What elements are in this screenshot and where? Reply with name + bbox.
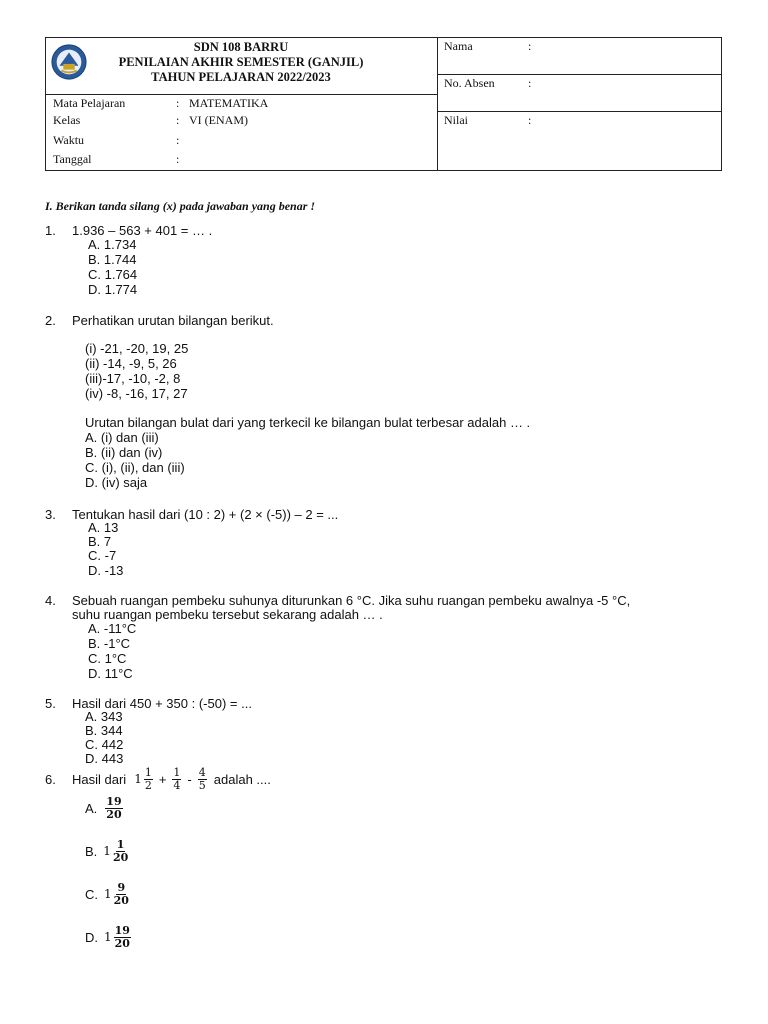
header-divider-right-2: [437, 111, 721, 112]
question-2-option-c[interactable]: C. (i), (ii), dan (iii): [85, 460, 185, 475]
school-year: TAHUN PELAJARAN 2022/2023: [151, 70, 331, 84]
question-6-option-c[interactable]: [85, 879, 131, 909]
absen-label: No. Absen: [444, 76, 495, 90]
fraction-numerator: 19: [114, 923, 130, 937]
option-fraction: [105, 796, 122, 821]
fraction-denominator: 2: [144, 778, 152, 792]
header-table: [45, 37, 722, 171]
question-6-fraction-2: [172, 767, 181, 792]
question-6-fraction-3: [198, 767, 207, 792]
question-2-option-d[interactable]: D. (iv) saja: [85, 475, 148, 490]
question-2-sequence-2: (ii) -14, -9, 5, 26: [85, 356, 177, 371]
name-label: Nama: [444, 39, 473, 53]
option-whole: 1: [104, 929, 112, 944]
question-3-number: 3.: [45, 507, 56, 522]
question-2-number: 2.: [45, 313, 56, 328]
name-colon: :: [528, 39, 532, 53]
fraction-numerator: 19: [106, 794, 122, 808]
time-colon: :: [176, 133, 180, 147]
class-colon: :: [176, 113, 180, 127]
question-2-sequence-3: (iii)-17, -10, -2, 8: [85, 371, 181, 386]
option-letter: B.: [85, 843, 98, 859]
question-1-text: 1.936 – 563 + 401 = … .: [72, 223, 213, 238]
question-6-op-1: +: [158, 771, 167, 787]
question-6-whole: 1: [134, 771, 142, 786]
question-6-number: 6.: [45, 772, 56, 787]
question-4-number: 4.: [45, 593, 56, 608]
question-1-number: 1.: [45, 223, 56, 238]
class-label: Kelas: [53, 113, 81, 127]
header-divider-vertical: [437, 38, 438, 170]
question-5-option-a[interactable]: A. 343: [85, 709, 123, 724]
fraction-denominator: 20: [114, 936, 130, 950]
question-5-number: 5.: [45, 696, 56, 711]
fraction-denominator: 20: [112, 850, 129, 864]
fraction-denominator: 5: [198, 778, 206, 792]
question-1-option-b[interactable]: B. 1.744: [88, 252, 137, 267]
question-3-option-b[interactable]: B. 7: [88, 534, 112, 549]
time-label: Waktu: [53, 133, 85, 147]
fraction-numerator: 9: [117, 880, 126, 894]
question-3-option-d[interactable]: D. -13: [88, 563, 124, 578]
question-5-option-d[interactable]: D. 443: [85, 751, 124, 766]
question-4-text-line-2: suhu ruangan pembeku tersebut sekarang adalah … .: [72, 607, 383, 622]
option-whole: 1: [104, 886, 112, 901]
date-colon: :: [176, 152, 180, 166]
question-6-option-a[interactable]: [85, 793, 125, 823]
school-name: SDN 108 BARRU: [193, 40, 289, 54]
absen-colon: :: [528, 76, 532, 90]
fraction-numerator: 1: [116, 837, 125, 851]
fraction-denominator: 4: [173, 778, 181, 792]
school-crest-icon: [50, 43, 88, 81]
question-6-prefix: Hasil dari: [72, 771, 127, 787]
subject-colon: :: [176, 96, 180, 110]
question-4-text: Sebuah ruangan pembeku suhunya diturunkan 6 °C. Jika suhu ruangan pembeku awalnya -5 °C,: [72, 593, 631, 608]
fraction-numerator: 4: [198, 765, 206, 779]
question-4-option-a[interactable]: A. -11°C: [88, 621, 137, 636]
fraction-denominator: 20: [113, 893, 129, 907]
header-divider-right-1: [437, 74, 721, 75]
question-6-option-d[interactable]: [85, 922, 133, 952]
question-5-option-b[interactable]: B. 344: [85, 723, 123, 738]
score-label: Nilai: [444, 113, 468, 127]
subject-value: MATEMATIKA: [189, 96, 269, 110]
question-2-prompt: Urutan bilangan bulat dari yang terkecil ke bilangan bulat terbesar adalah … .: [85, 415, 531, 430]
question-6-op-2: -: [187, 771, 192, 787]
fraction-numerator: 1: [144, 765, 152, 779]
option-letter: C.: [85, 886, 98, 902]
question-5-text: Hasil dari 450 + 350 : (-50) = ...: [72, 696, 252, 711]
date-label: Tanggal: [53, 152, 92, 166]
question-3-option-a[interactable]: A. 13: [88, 520, 119, 535]
question-1-option-d[interactable]: D. 1.774: [88, 282, 138, 297]
subject-label: Mata Pelajaran: [53, 96, 126, 110]
question-2-option-a[interactable]: A. (i) dan (iii): [85, 430, 159, 445]
score-colon: :: [528, 113, 532, 127]
header-divider-left: [46, 94, 437, 95]
question-2-option-b[interactable]: B. (ii) dan (iv): [85, 445, 163, 460]
option-letter: D.: [85, 929, 98, 945]
option-whole: 1: [103, 843, 111, 858]
question-6-suffix: adalah ....: [213, 771, 271, 787]
question-4-option-d[interactable]: D. 11°C: [88, 666, 133, 681]
question-2-sequence-1: (i) -21, -20, 19, 25: [85, 341, 189, 356]
option-letter: A.: [85, 800, 98, 816]
question-4-option-b[interactable]: B. -1°C: [88, 636, 131, 651]
question-5-option-c[interactable]: C. 442: [85, 737, 124, 752]
option-fraction: [114, 882, 129, 907]
question-2-text: Perhatikan urutan bilangan berikut.: [72, 313, 274, 328]
class-value: VI (ENAM): [189, 113, 248, 127]
fraction-numerator: 1: [173, 765, 181, 779]
question-6-fraction-1: [144, 767, 153, 792]
question-2-sequence-4: (iv) -8, -16, 17, 27: [85, 386, 188, 401]
question-4-option-c[interactable]: C. 1°C: [88, 651, 127, 666]
question-6-text: [72, 764, 271, 794]
section-instruction: I. Berikan tanda silang (x) pada jawaban yang benar !: [45, 199, 316, 213]
option-fraction: [114, 925, 131, 950]
question-3-option-c[interactable]: C. -7: [88, 548, 117, 563]
question-3-text: Tentukan hasil dari (10 : 2) + (2 × (-5)) – 2 = ...: [72, 507, 339, 522]
option-fraction: [113, 839, 128, 864]
question-1-option-a[interactable]: A. 1.734: [88, 237, 137, 252]
question-6-option-b[interactable]: [85, 836, 130, 866]
question-1-option-c[interactable]: C. 1.764: [88, 267, 138, 282]
fraction-denominator: 20: [106, 807, 122, 821]
exam-title: PENILAIAN AKHIR SEMESTER (GANJIL): [118, 55, 364, 69]
